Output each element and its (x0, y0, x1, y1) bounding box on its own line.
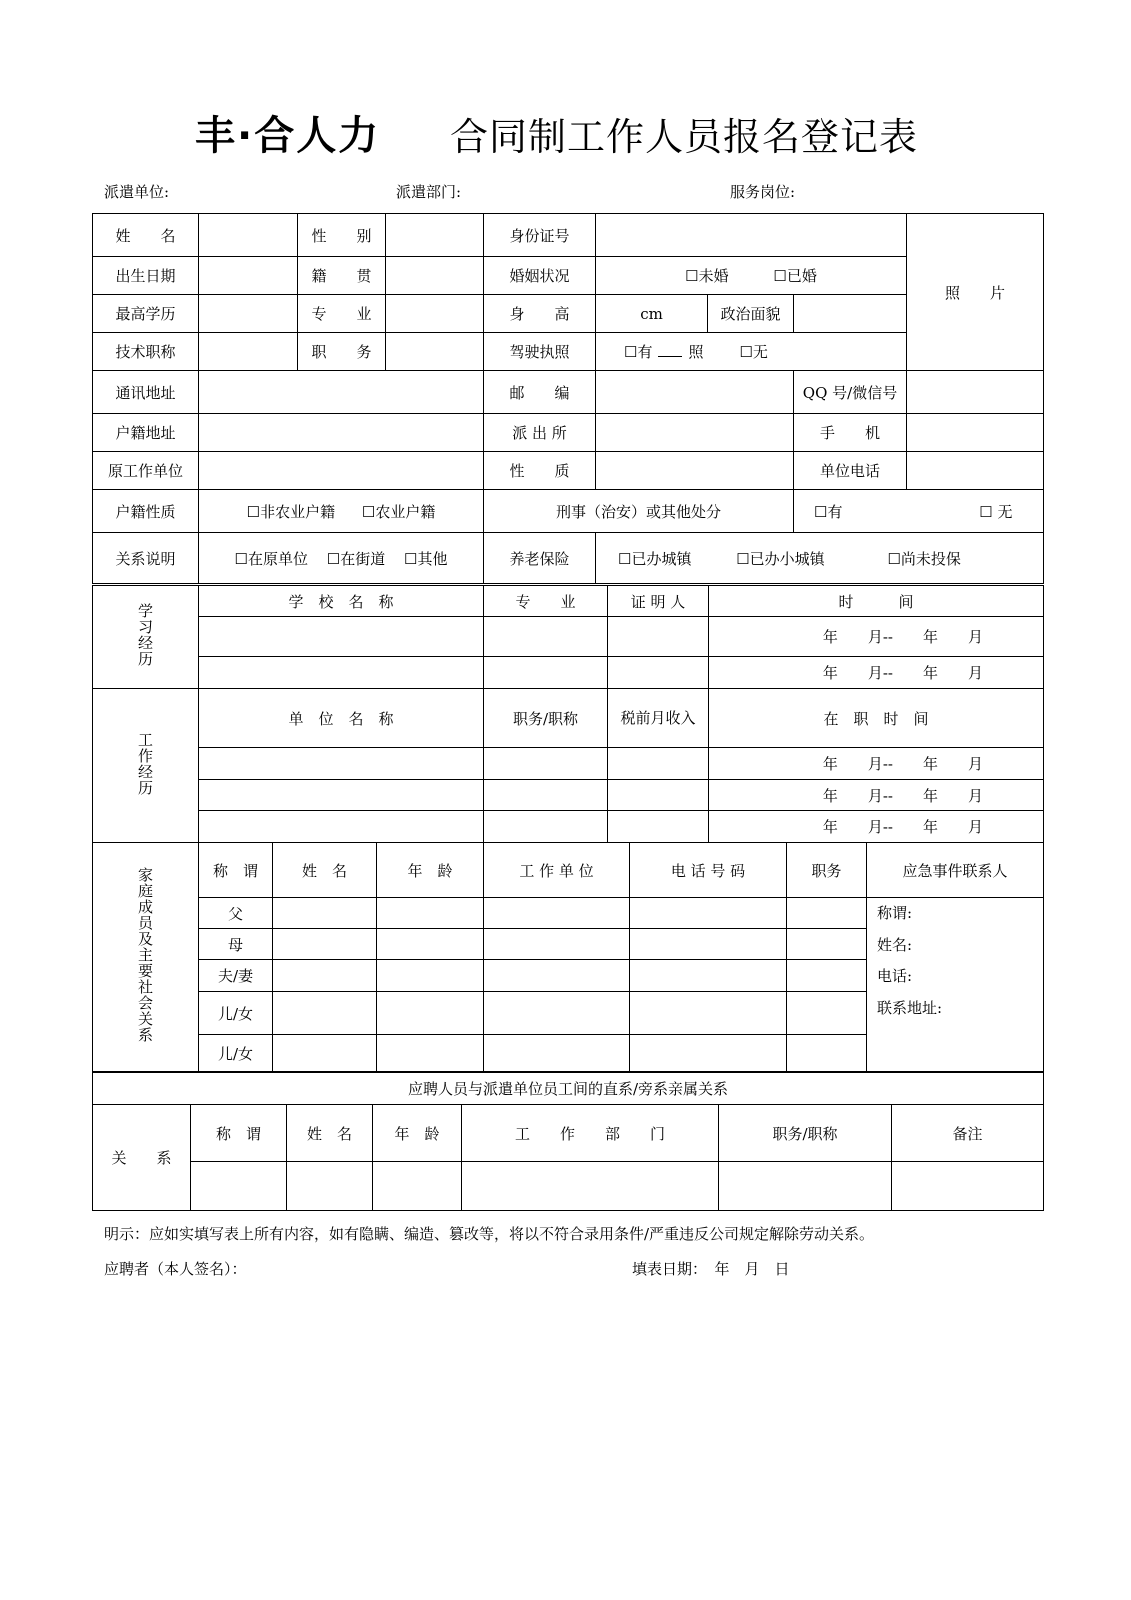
relatives-header-position: 职务/职称 (719, 1105, 892, 1162)
political-label: 政治面貌 (708, 295, 794, 333)
family-member-title: 夫/妻 (199, 960, 273, 992)
license-no-checkbox[interactable]: ☐无 (739, 343, 768, 361)
relatives-dept-field[interactable] (462, 1162, 719, 1211)
work-period-field[interactable]: 年 月-- 年 月 (709, 811, 1044, 843)
name-field[interactable] (199, 214, 298, 257)
relatives-age-field[interactable] (373, 1162, 462, 1211)
id-no-field[interactable] (596, 214, 907, 257)
gender-label: 性 别 (298, 214, 386, 257)
study-school-field[interactable] (199, 617, 484, 657)
family-member-title: 母 (199, 929, 273, 960)
emergency-name-label: 姓名: (877, 935, 913, 954)
birth-label: 出生日期 (93, 257, 199, 295)
family-phone-field[interactable] (630, 898, 787, 929)
family-name-field[interactable] (273, 898, 377, 929)
study-header-witness: 证 明 人 (608, 586, 709, 617)
family-unit-field[interactable] (484, 992, 630, 1035)
criminal-options (794, 490, 1044, 533)
household-address-label: 户籍地址 (93, 414, 199, 452)
work-header-position: 职务/职称 (484, 689, 608, 748)
relatives-label: 关 系 (93, 1105, 191, 1211)
work-unit-field[interactable] (199, 811, 484, 843)
family-position-field[interactable] (787, 992, 867, 1035)
brand-logo-text: 丰·合人力 (195, 113, 381, 159)
nature-label: 性 质 (484, 452, 596, 490)
work-header-income: 税前月收入 (608, 689, 709, 748)
family-member-title: 父 (199, 898, 273, 929)
tech-title-field[interactable] (199, 333, 298, 371)
family-section-label: 家庭成员及主要社会关系 (93, 843, 199, 1072)
rel-original-checkbox[interactable]: ☐在原单位 (234, 549, 308, 568)
position-field[interactable] (386, 333, 484, 371)
work-position-field[interactable] (484, 811, 608, 843)
family-age-field[interactable] (377, 898, 484, 929)
family-unit-field[interactable] (484, 929, 630, 960)
family-header-unit: 工 作 单 位 (484, 843, 630, 898)
police-field[interactable] (596, 414, 794, 452)
emergency-contact-box[interactable] (867, 898, 1044, 1072)
form-title-text: 合同制工作人员报名登记表 (450, 115, 919, 159)
license-options (596, 333, 907, 371)
criminal-yes-checkbox[interactable]: ☐有 (814, 502, 843, 521)
family-position-field[interactable] (787, 898, 867, 929)
work-period-field[interactable]: 年 月-- 年 月 (709, 780, 1044, 811)
native-field[interactable] (386, 257, 484, 295)
work-header-time: 在 职 时 间 (709, 689, 1044, 748)
family-unit-field[interactable] (484, 1035, 630, 1072)
id-no-label: 身份证号 (484, 214, 596, 257)
pension-none-checkbox[interactable]: ☐尚未投保 (887, 549, 961, 568)
family-header-phone: 电 话 号 码 (630, 843, 787, 898)
tech-title-label: 技术职称 (93, 333, 199, 371)
height-label: 身 高 (484, 295, 596, 333)
family-header-title: 称 谓 (199, 843, 273, 898)
agri-checkbox[interactable]: ☐农业户籍 (361, 502, 436, 521)
pension-town-checkbox[interactable]: ☐已办小城镇 (736, 549, 825, 568)
postcode-field[interactable] (596, 371, 794, 414)
family-phone-field[interactable] (630, 929, 787, 960)
mobile-label: 手 机 (794, 414, 907, 452)
work-section-label: 工作经历 (93, 689, 199, 843)
family-age-field[interactable] (377, 992, 484, 1035)
study-header-school: 学 校 名 称 (199, 586, 484, 617)
qq-label: QQ 号/微信号 (794, 371, 907, 414)
basic-info-table (92, 213, 1044, 584)
non-agri-checkbox[interactable]: ☐非农业户籍 (246, 502, 336, 521)
family-unit-field[interactable] (484, 898, 630, 929)
name-label: 姓 名 (93, 214, 199, 257)
family-phone-field[interactable] (630, 960, 787, 992)
study-period-field[interactable]: 年 月-- 年 月 (709, 657, 1044, 689)
signature-label: 应聘者（本人签名）： (104, 1260, 247, 1278)
emergency-title-label: 称谓: (877, 904, 913, 922)
relation-label: 关系说明 (93, 533, 199, 584)
family-position-field[interactable] (787, 929, 867, 960)
declaration-note: 明示：应如实填写表上所有内容，如有隐瞒、编造、篡改等，将以不符合录用条件/严重违反公司规定解除劳动关系。 (104, 1225, 875, 1243)
work-income-field[interactable] (608, 811, 709, 843)
relatives-title-field[interactable] (191, 1162, 287, 1211)
license-yes-checkbox[interactable]: ☐有 (624, 343, 653, 361)
family-member-title: 儿/女 (199, 992, 273, 1035)
police-label: 派 出 所 (484, 414, 596, 452)
study-major-field[interactable] (484, 657, 608, 689)
family-header-age: 年 龄 (377, 843, 484, 898)
family-table (92, 842, 1044, 1072)
birth-field[interactable] (199, 257, 298, 295)
license-label: 驾驶执照 (484, 333, 596, 371)
criminal-no-checkbox[interactable]: ☐ 无 (979, 502, 1013, 521)
criminal-label: 刑事（治安）或其他处分 (484, 490, 794, 533)
family-unit-field[interactable] (484, 960, 630, 992)
study-major-field[interactable] (484, 617, 608, 657)
relatives-position-field[interactable] (719, 1162, 892, 1211)
education-label: 最高学历 (93, 295, 199, 333)
relatives-header-age: 年 龄 (373, 1105, 462, 1162)
family-phone-field[interactable] (630, 992, 787, 1035)
unit-phone-field[interactable] (907, 452, 1044, 490)
experience-table (92, 585, 1044, 843)
former-unit-field[interactable] (199, 452, 484, 490)
fill-date-label: 填表日期： 年 月 日 (632, 1260, 790, 1278)
family-age-field[interactable] (377, 960, 484, 992)
married-checkbox[interactable]: ☐已婚 (773, 267, 817, 285)
relatives-table (92, 1072, 1044, 1211)
pension-city-checkbox[interactable]: ☐已办城镇 (618, 549, 692, 568)
relatives-header-remark: 备注 (892, 1105, 1044, 1162)
marital-options (596, 257, 907, 295)
family-header-emergency: 应急事件联系人 (867, 843, 1044, 898)
relatives-title: 应聘人员与派遣单位员工间的直系/旁系亲属关系 (93, 1073, 1044, 1105)
work-position-field[interactable] (484, 780, 608, 811)
work-header-unit: 单 位 名 称 (199, 689, 484, 748)
address-label: 通讯地址 (93, 371, 199, 414)
pension-options (596, 533, 1044, 584)
work-position-field[interactable] (484, 748, 608, 780)
qq-field[interactable] (907, 371, 1044, 414)
family-name-field[interactable] (273, 960, 377, 992)
license-type-blank[interactable] (658, 344, 682, 357)
study-witness-field[interactable] (608, 657, 709, 689)
dispatch-unit-label: 派遣单位: (104, 183, 170, 201)
work-unit-field[interactable] (199, 780, 484, 811)
household-type-label: 户籍性质 (93, 490, 199, 533)
study-school-field[interactable] (199, 657, 484, 689)
marital-label: 婚姻状况 (484, 257, 596, 295)
postcode-label: 邮 编 (484, 371, 596, 414)
household-address-field[interactable] (199, 414, 484, 452)
family-header-name: 姓 名 (273, 843, 377, 898)
study-header-major: 专 业 (484, 586, 608, 617)
work-income-field[interactable] (608, 780, 709, 811)
service-post-label: 服务岗位: (730, 183, 796, 201)
major-label: 专 业 (298, 295, 386, 333)
rel-other-checkbox[interactable]: ☐其他 (404, 549, 448, 568)
gender-field[interactable] (386, 214, 484, 257)
work-unit-field[interactable] (199, 748, 484, 780)
dispatch-dept-label: 派遣部门: (396, 183, 462, 201)
form-title (0, 104, 1131, 164)
unit-phone-label: 单位电话 (794, 452, 907, 490)
work-income-field[interactable] (608, 748, 709, 780)
license-type-suffix: 照 (688, 343, 704, 361)
family-age-field[interactable] (377, 929, 484, 960)
former-unit-label: 原工作单位 (93, 452, 199, 490)
family-name-field[interactable] (273, 929, 377, 960)
mobile-field[interactable] (907, 414, 1044, 452)
height-field[interactable]: cm (596, 295, 708, 333)
study-header-time: 时 间 (709, 586, 1044, 617)
relatives-name-field[interactable] (287, 1162, 373, 1211)
family-header-position: 职务 (787, 843, 867, 898)
emergency-phone-label: 电话: (877, 967, 913, 985)
relatives-header-name: 姓 名 (287, 1105, 373, 1162)
address-field[interactable] (199, 371, 484, 414)
native-label: 籍 贯 (298, 257, 386, 295)
rel-street-checkbox[interactable]: ☐在街道 (326, 549, 386, 568)
nature-field[interactable] (596, 452, 794, 490)
work-period-field[interactable]: 年 月-- 年 月 (709, 748, 1044, 780)
study-witness-field[interactable] (608, 617, 709, 657)
family-phone-field[interactable] (630, 1035, 787, 1072)
family-member-title: 儿/女 (199, 1035, 273, 1072)
family-position-field[interactable] (787, 1035, 867, 1072)
emergency-address-label: 联系地址: (877, 998, 943, 1017)
family-position-field[interactable] (787, 960, 867, 992)
family-name-field[interactable] (273, 992, 377, 1035)
position-label: 职 务 (298, 333, 386, 371)
pension-label: 养老保险 (484, 533, 596, 584)
household-type-options (199, 490, 484, 533)
major-field[interactable] (386, 295, 484, 333)
education-field[interactable] (199, 295, 298, 333)
family-name-field[interactable] (273, 1035, 377, 1072)
unmarried-checkbox[interactable]: ☐未婚 (685, 267, 729, 285)
relatives-header-dept: 工 作 部 门 (462, 1105, 719, 1162)
study-section-label: 学习经历 (93, 586, 199, 689)
relatives-remark-field[interactable] (892, 1162, 1044, 1211)
study-period-field[interactable]: 年 月-- 年 月 (709, 617, 1044, 657)
photo-box[interactable]: 照 片 (907, 214, 1044, 371)
relatives-header-title: 称 谓 (191, 1105, 287, 1162)
political-field[interactable] (794, 295, 907, 333)
family-age-field[interactable] (377, 1035, 484, 1072)
relation-options (199, 533, 484, 584)
